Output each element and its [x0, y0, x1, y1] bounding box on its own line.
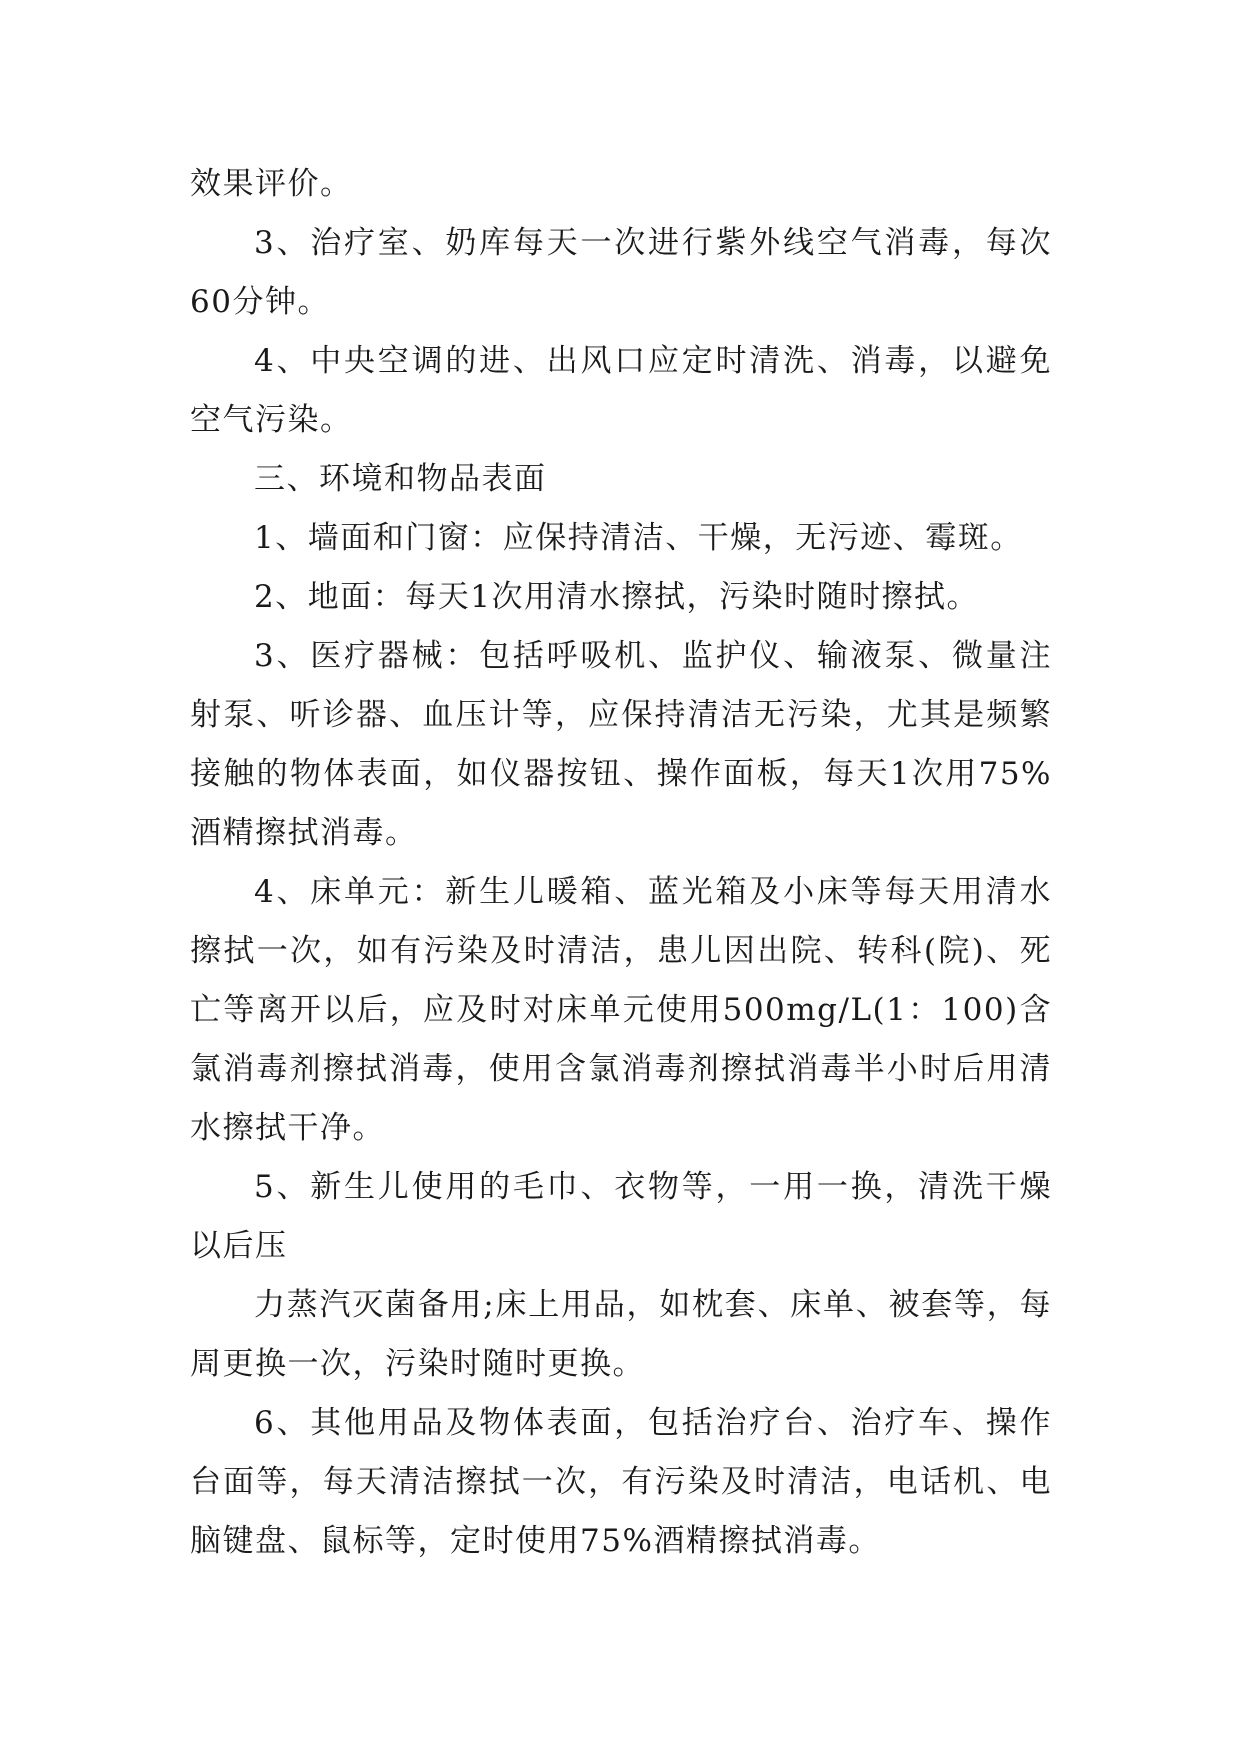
paragraph-sterilization-bedding: 力蒸汽灭菌备用;床上用品，如枕套、床单、被套等，每周更换一次，污染时随时更换。 — [190, 1287, 1052, 1382]
paragraph-evaluation-end: 效果评价。 — [190, 166, 353, 202]
paragraph-air-disinfection-4: 4、中央空调的进、出风口应定时清洗、消毒，以避免空气污染。 — [190, 343, 1052, 438]
section-heading-environment: 三、环境和物品表面 — [254, 461, 547, 497]
paragraph-medical-devices: 3、医疗器械：包括呼吸机、监护仪、输液泵、微量注射泵、听诊器、血压计等，应保持清洁无污染，尤其是频繁接触的物体表面，如仪器按钮、操作面板，每天1次用75%酒精擦拭消毒。 — [190, 638, 1052, 851]
paragraph-other-surfaces: 6、其他用品及物体表面，包括治疗台、治疗车、操作台面等，每天清洁擦拭一次，有污染及时清洁，电话机、电脑键盘、鼠标等，定时使用75%酒精擦拭消毒。 — [190, 1405, 1052, 1559]
paragraph-towels-clothing: 5、新生儿使用的毛巾、衣物等，一用一换，清洗干燥以后压 — [190, 1169, 1052, 1264]
paragraph-floor: 2、地面：每天1次用清水擦拭，污染时随时擦拭。 — [254, 579, 979, 615]
document-body — [190, 155, 1052, 1571]
paragraph-bed-unit: 4、床单元：新生儿暖箱、蓝光箱及小床等每天用清水擦拭一次，如有污染及时清洁，患儿因出院、转科(院)、死亡等离开以后，应及时对床单元使用500mg/L(1：100)含氯消毒剂擦拭消毒，使用含氯消毒剂擦拭消毒半小时后用清水擦拭干净。 — [190, 874, 1052, 1146]
paragraph-air-disinfection-3: 3、治疗室、奶库每天一次进行紫外线空气消毒，每次60分钟。 — [190, 225, 1052, 320]
paragraph-walls-doors: 1、墙面和门窗：应保持清洁、干燥，无污迹、霉斑。 — [254, 520, 1023, 556]
